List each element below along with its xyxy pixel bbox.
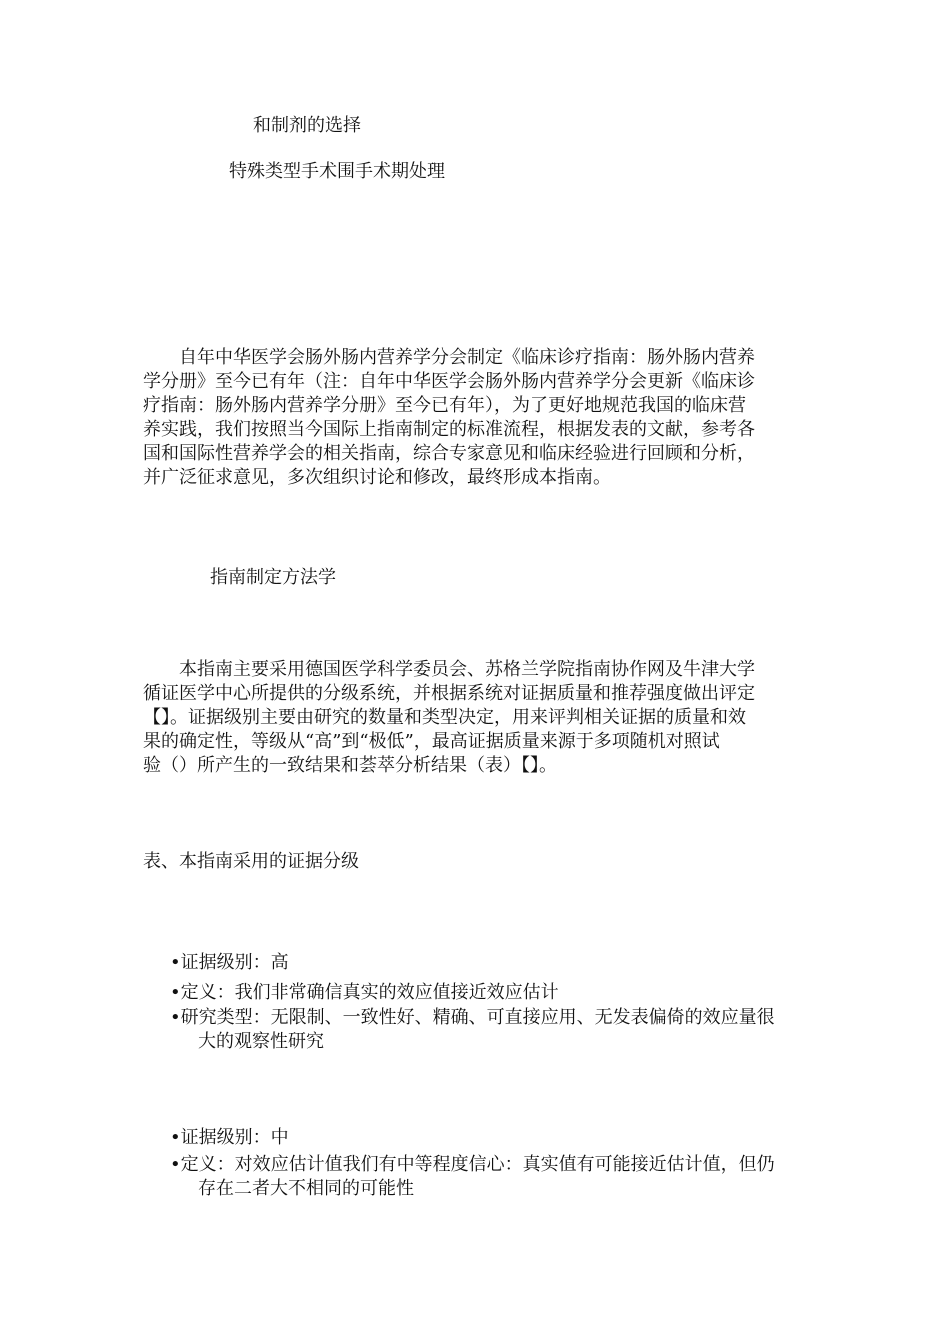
grade-definition-text: •定义：对效应估计值我们有中等程度信心：真实值有可能接近估计值，但仍 bbox=[170, 1154, 775, 1175]
grade-definition-continuation: 存在二者大不相同的可能性 bbox=[198, 1178, 414, 1199]
grade-definition-item bbox=[170, 1153, 820, 1201]
methodology-paragraph bbox=[143, 658, 813, 778]
section-heading-methodology: 指南制定方法学 bbox=[210, 567, 336, 588]
methodology-line: 果的确定性，等级从“高”到“极低”，最高证据质量来源于多项随机对照试 bbox=[143, 731, 720, 752]
table-title: 表、本指南采用的证据分级 bbox=[143, 851, 359, 872]
intro-line: 并广泛征求意见，多次组织讨论和修改，最终形成本指南。 bbox=[143, 467, 611, 488]
methodology-line: 验（）所产生的一致结果和荟萃分析结果（表）【】。 bbox=[143, 755, 557, 776]
grade-level-text: •证据级别：高 bbox=[170, 952, 289, 973]
methodology-line: 循证医学中心所提供的分级系统，并根据系统对证据质量和推荐强度做出评定 bbox=[143, 683, 755, 704]
intro-line: 养实践，我们按照当今国际上指南制定的标准流程，根据发表的文献，参考各 bbox=[143, 419, 755, 440]
grade-definition-item bbox=[170, 981, 820, 1005]
grade-definition-text: •定义：我们非常确信真实的效应值接近效应估计 bbox=[170, 982, 559, 1003]
grade-study-type-continuation: 大的观察性研究 bbox=[198, 1031, 324, 1052]
grade-study-type-text: •研究类型：无限制、一致性好、精确、可直接应用、无发表偏倚的效应量很 bbox=[170, 1007, 775, 1028]
grade-level-text: •证据级别：中 bbox=[170, 1127, 289, 1148]
heading-preparation-selection: 和制剂的选择 bbox=[253, 115, 361, 136]
intro-line: 疗指南：肠外肠内营养学分册》至今已有年），为了更好地规范我国的临床营 bbox=[143, 395, 746, 416]
intro-line: 自年中华医学会肠外肠内营养学分会制定《临床诊疗指南：肠外肠内营养 bbox=[179, 347, 755, 368]
grade-level-item bbox=[170, 951, 820, 975]
heading-special-surgery: 特殊类型手术围手术期处理 bbox=[229, 161, 445, 182]
intro-line: 学分册》至今已有年（注：自年中华医学会肠外肠内营养学分会更新《临床诊 bbox=[143, 371, 755, 392]
intro-paragraph bbox=[143, 346, 813, 490]
intro-line: 国和国际性营养学会的相关指南，综合专家意见和临床经验进行回顾和分析， bbox=[143, 443, 755, 464]
methodology-line: 【】。证据级别主要由研究的数量和类型决定，用来评判相关证据的质量和效 bbox=[143, 707, 746, 728]
grade-level-item bbox=[170, 1126, 820, 1150]
grade-study-type-item bbox=[170, 1006, 820, 1054]
methodology-line: 本指南主要采用德国医学科学委员会、苏格兰学院指南协作网及牛津大学 bbox=[179, 659, 755, 680]
